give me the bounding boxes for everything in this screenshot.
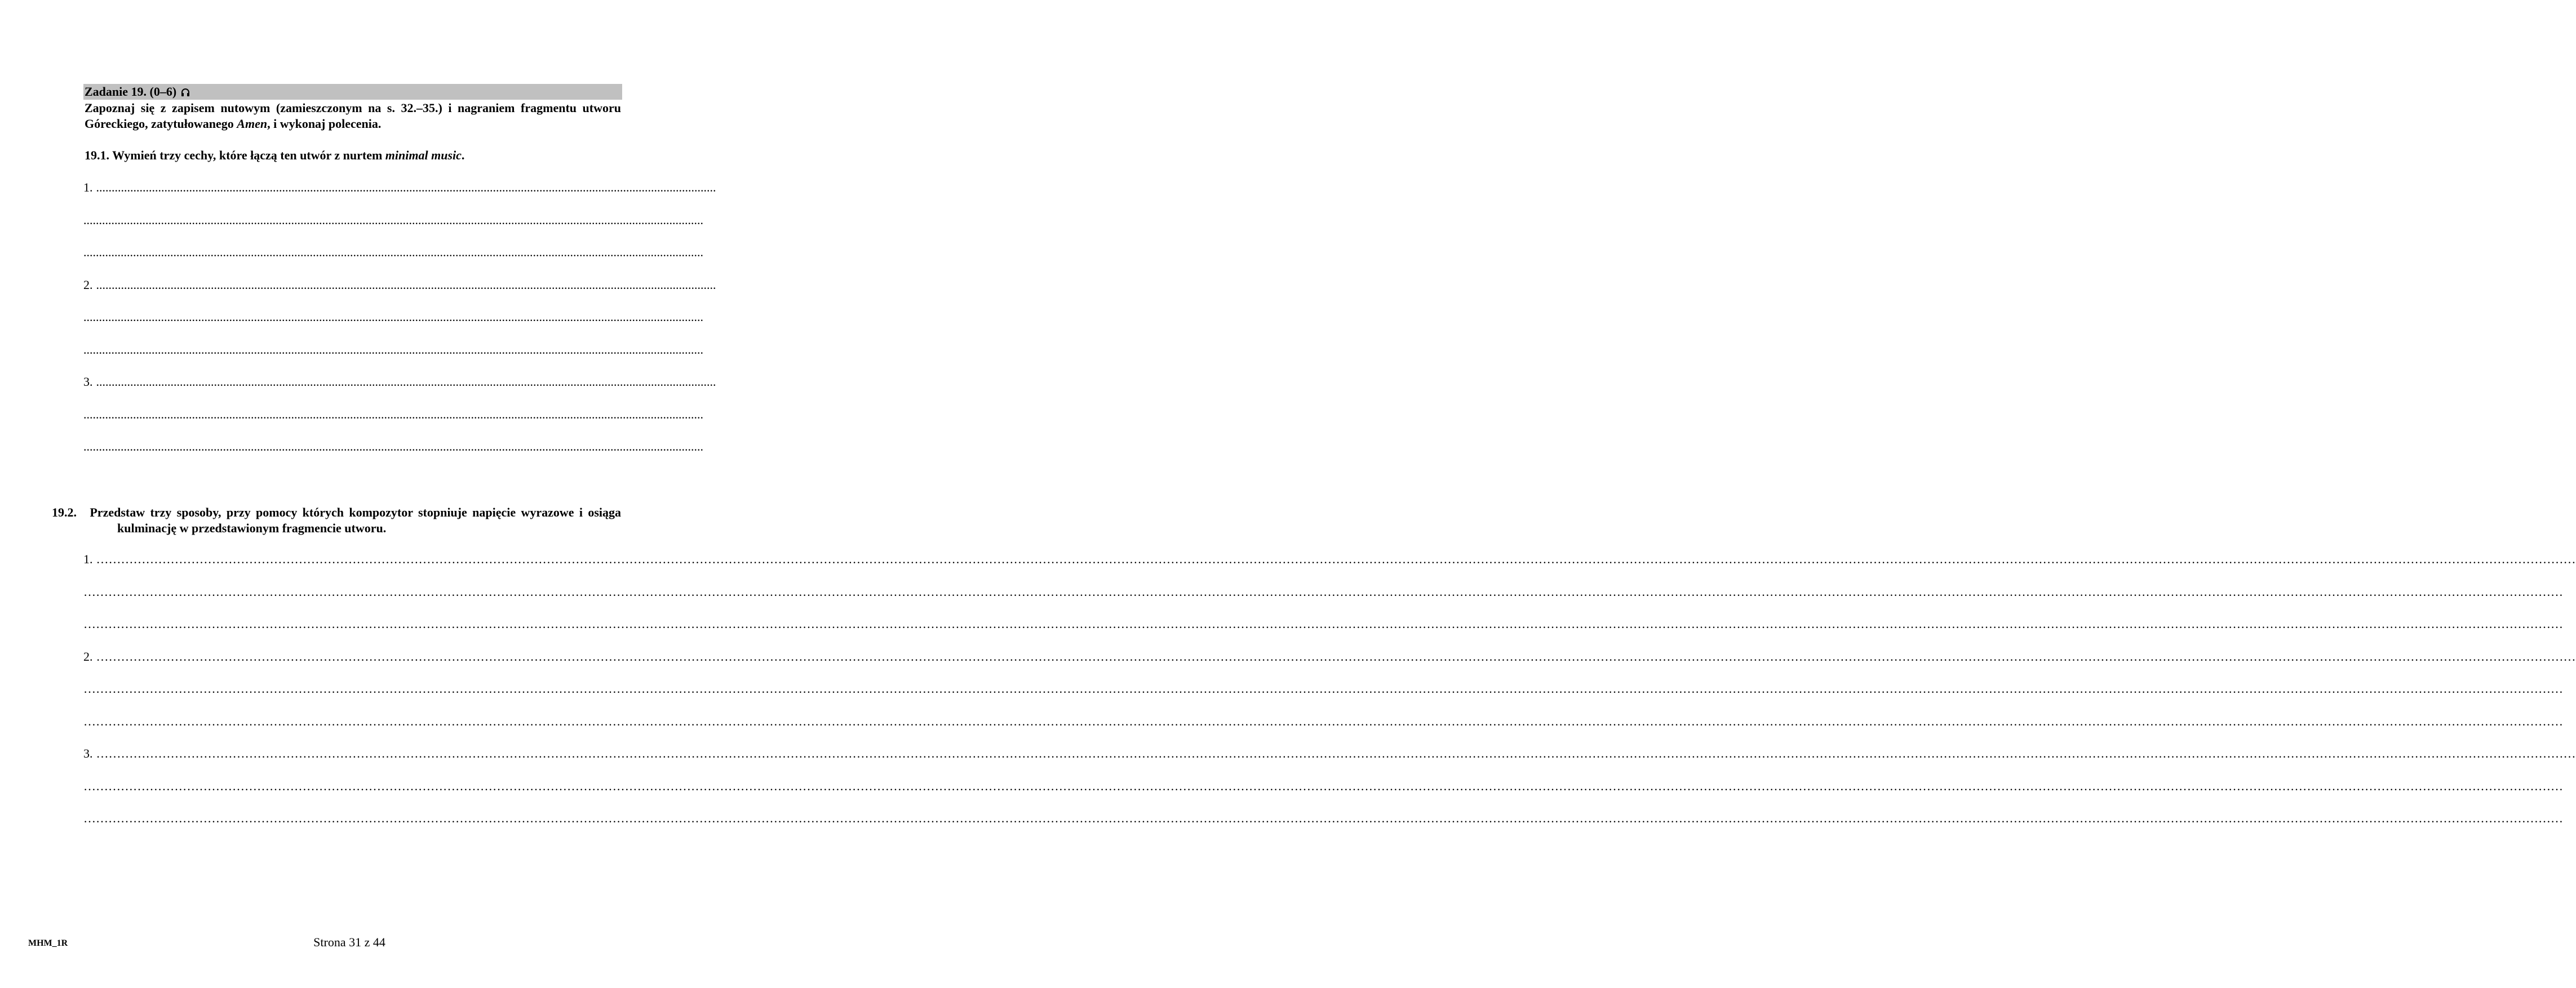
headphones-icon — [181, 85, 190, 101]
answer-line[interactable]: ........................................................................................................................................................................................................ — [83, 245, 703, 259]
answer-line[interactable]: …………………………………………………………………………………………………………………………………………………………………………………………………………………………………………………………………………………………………………………………………………………………………………………………………………………………………………………………………………………………………………………………………………………… — [83, 778, 2563, 793]
answer-number: 3. — [83, 746, 93, 760]
answer-line[interactable]: 2. …………………………………………………………………………………………………………………………………………………………………………………………………………………………………………………………………………………………………………………………………………………………………………………………………………………………………………………………………………………………………………………………………………………… — [83, 649, 2576, 664]
answer-line[interactable]: 3. …………………………………………………………………………………………………………………………………………………………………………………………………………………………………………………………………………………………………………………………………………………………………………………………………………………………………………………………………………………………………………………………………………………… — [83, 746, 2576, 760]
answer-line[interactable]: …………………………………………………………………………………………………………………………………………………………………………………………………………………………………………………………………………………………………………………………………………………………………………………………………………………………………………………………………………………………………………………………………………………… — [83, 714, 2563, 728]
question-19-2: 19.2. Przedstaw trzy sposoby, przy pomocy których kompozytor stopniuje napięcie wyrazowe i osiąga kulminację w przedstawionym fragmencie utworu. — [52, 505, 622, 535]
answer-line[interactable]: 1. …………………………………………………………………………………………………………………………………………………………………………………………………………………………………………………………………………………………………………………………………………………………………………………………………………………………………………………………………………………………………………………………………………………… — [83, 552, 2576, 566]
answer-number: 1. — [83, 552, 93, 566]
answer-line[interactable]: …………………………………………………………………………………………………………………………………………………………………………………………………………………………………………………………………………………………………………………………………………………………………………………………………………………………………………………………………………………………………………………………………………………… — [83, 617, 2563, 631]
question-19-1: 19.1. Wymień trzy cechy, które łączą ten utwór z nurtem minimal music. — [85, 148, 465, 162]
answer-line[interactable]: 1. ........................................................................................................................................................................................................ — [83, 180, 716, 194]
answer-line[interactable]: …………………………………………………………………………………………………………………………………………………………………………………………………………………………………………………………………………………………………………………………………………………………………………………………………………………………………………………………………………………………………………………………………………………… — [83, 584, 2563, 599]
answer-number: 2. — [83, 649, 93, 664]
answer-line[interactable]: …………………………………………………………………………………………………………………………………………………………………………………………………………………………………………………………………………………………………………………………………………………………………………………………………………………………………………………………………………………………………………………………………………………… — [83, 682, 2563, 696]
page-number: Strona 31 z 44 — [313, 935, 385, 949]
answer-line[interactable]: ........................................................................................................................................................................................................ — [83, 212, 703, 227]
answer-number: 2. — [83, 277, 93, 292]
answer-line[interactable]: ........................................................................................................................................................................................................ — [83, 310, 703, 324]
answer-line[interactable]: ........................................................................................................................................................................................................ — [83, 407, 703, 421]
answer-number: 1. — [83, 180, 93, 194]
task-title: Zadanie 19. (0–6) — [85, 84, 177, 99]
answer-line[interactable]: 2. ........................................................................................................................................................................................................ — [83, 277, 716, 292]
answer-line[interactable]: ........................................................................................................................................................................................................ — [83, 342, 703, 357]
exam-code: MHM_1R — [28, 938, 68, 948]
answer-line[interactable]: 3. ........................................................................................................................................................................................................ — [83, 375, 716, 389]
question-number: 19.1. — [85, 148, 109, 162]
answer-number: 3. — [83, 375, 93, 389]
task-instructions: Zapoznaj się z zapisem nutowym (zamieszczonym na s. 32.–35.) i nagraniem fragmentu utworu Góreckiego, zatytułowanego Amen, i wykonaj polecenia. — [85, 101, 621, 131]
answer-line[interactable]: …………………………………………………………………………………………………………………………………………………………………………………………………………………………………………………………………………………………………………………………………………………………………………………………………………………………………………………………………………………………………………………………………………………… — [83, 811, 2563, 825]
answer-line[interactable]: ........................................................................................................................................................................................................ — [83, 439, 703, 453]
task-header — [83, 84, 622, 100]
